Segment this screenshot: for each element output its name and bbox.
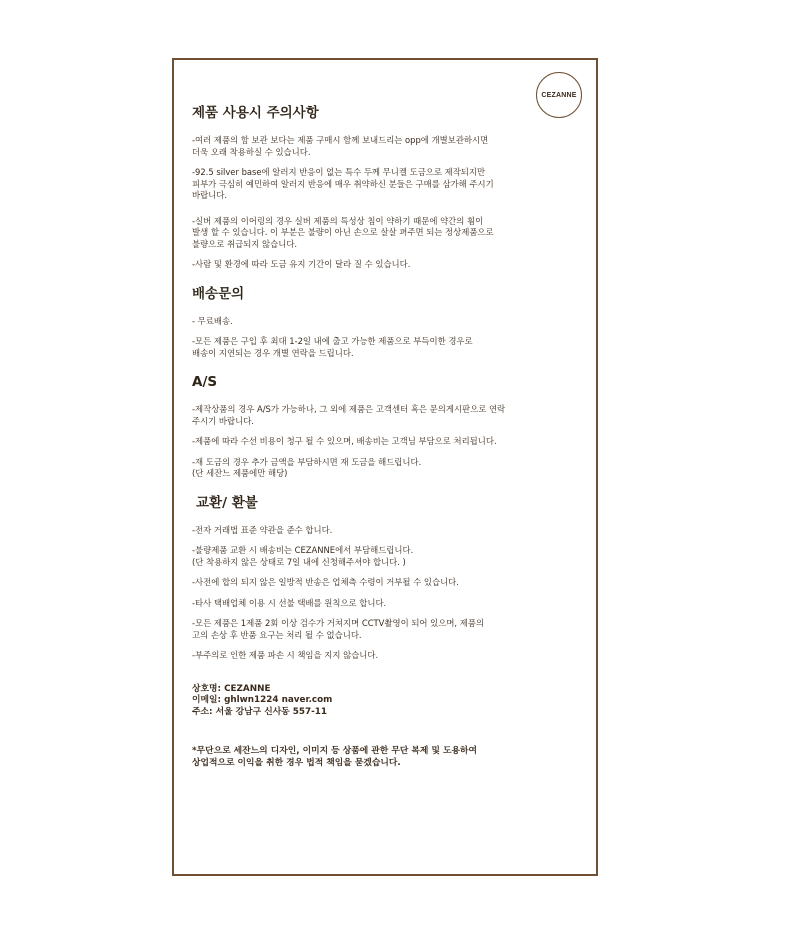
exchange-item-2: -불량제품 교환 시 배송비는 CEZANNE에서 부담해드립니다. (단 착용하지 않은 상태로 7일 내에 신청해주셔야 합니다. ) [192,545,414,567]
exchange-item-5: -모든 제품은 1제품 2회 이상 검수가 거쳐지며 CCTV촬영이 되어 있으며, 제품의 고의 손상 후 반품 요구는 처리 될 수 없습니다. [192,618,485,640]
notice-card [172,58,598,876]
as-item-3: -재 도금의 경우 추가 금액을 부담하시면 재 도금을 해드립니다. (단 세잔느 제품에만 해당) [192,456,422,478]
copyright-notice [192,746,584,769]
section-title-shipping: 배송문의 [192,285,245,302]
company-address: 주소: 서울 강남구 신사동 557-11 [192,706,328,717]
exchange-item-3: -사전에 합의 되지 않은 일방적 반송은 업체측 수령이 거부될 수 있습니다. [192,577,459,587]
shipping-item-1: - 무료배송. [192,315,233,326]
as-item-1: -제작상품의 경우 A/S가 가능하나, 그 외에 제품은 고객센터 혹은 문의게시판으로 연락 주시기 바랍니다. [192,404,506,426]
logo-text: CEZANNE [541,91,577,99]
section-title-as: A/S [192,374,218,390]
company-email: 이메일: ghlwn1224 naver.com [192,695,333,705]
shipping-item-2: -모든 제품은 구입 후 최대 1-2일 내에 출고 가능한 제품으로 부득이한 경우로 배송이 지연되는 경우 개별 연락을 드립니다. [192,336,473,358]
exchange-item-1: -전자 거래법 표준 약관을 준수 합니다. [192,524,333,535]
caution-item-3: -실버 제품의 이어링의 경우 실버 제품의 특성상 침이 약하기 때문에 약간의 휨이 발생 할 수 있습니다. 이 부분은 불량이 아닌 손으로 살살 펴주면 되는 정상제품으로 불량으로 취급되지 않습니다. [192,215,494,249]
as-item-2: -제품에 따라 수선 비용이 청구 될 수 있으며, 배송비는 고객님 부담으로 처리됩니다. [192,436,497,446]
company-name: 상호명: CEZANNE [192,683,271,694]
copyright-text: *무단으로 세잔느의 디자인, 이미지 등 상품에 관한 무단 복제 및 도용하여 상업적으로 이익을 취한 경우 법적 책임을 묻겠습니다. [192,746,478,768]
caution-item-4: -사람 및 환경에 따라 도금 유지 기간이 달라 질 수 있습니다. [192,259,411,269]
section-title-caution: 제품 사용시 주의사항 [192,105,319,121]
content [192,104,584,769]
company-info [192,684,584,719]
section-title-exchange: 교환/ 환불 [196,494,258,511]
caution-item-1: -여러 제품의 함 보관 보다는 제품 구매시 함께 보내드리는 opp에 개별보관하시면 더욱 오래 착용하실 수 있습니다. [192,135,489,157]
exchange-item-4: -타사 택배업체 이용 시 선불 택배를 원칙으로 합니다. [192,597,387,608]
exchange-item-6: -부주의로 인한 제품 파손 시 책임을 지지 않습니다. [192,650,379,660]
caution-item-2: -92.5 silver base에 알러지 반응이 없는 특수 두께 무니켈 도금으로 제작되지만 피부가 극심히 예민하여 알러지 반응에 매우 취약하신 분들은 구매를 삼가해 주시기 바랍니다. [192,167,494,200]
